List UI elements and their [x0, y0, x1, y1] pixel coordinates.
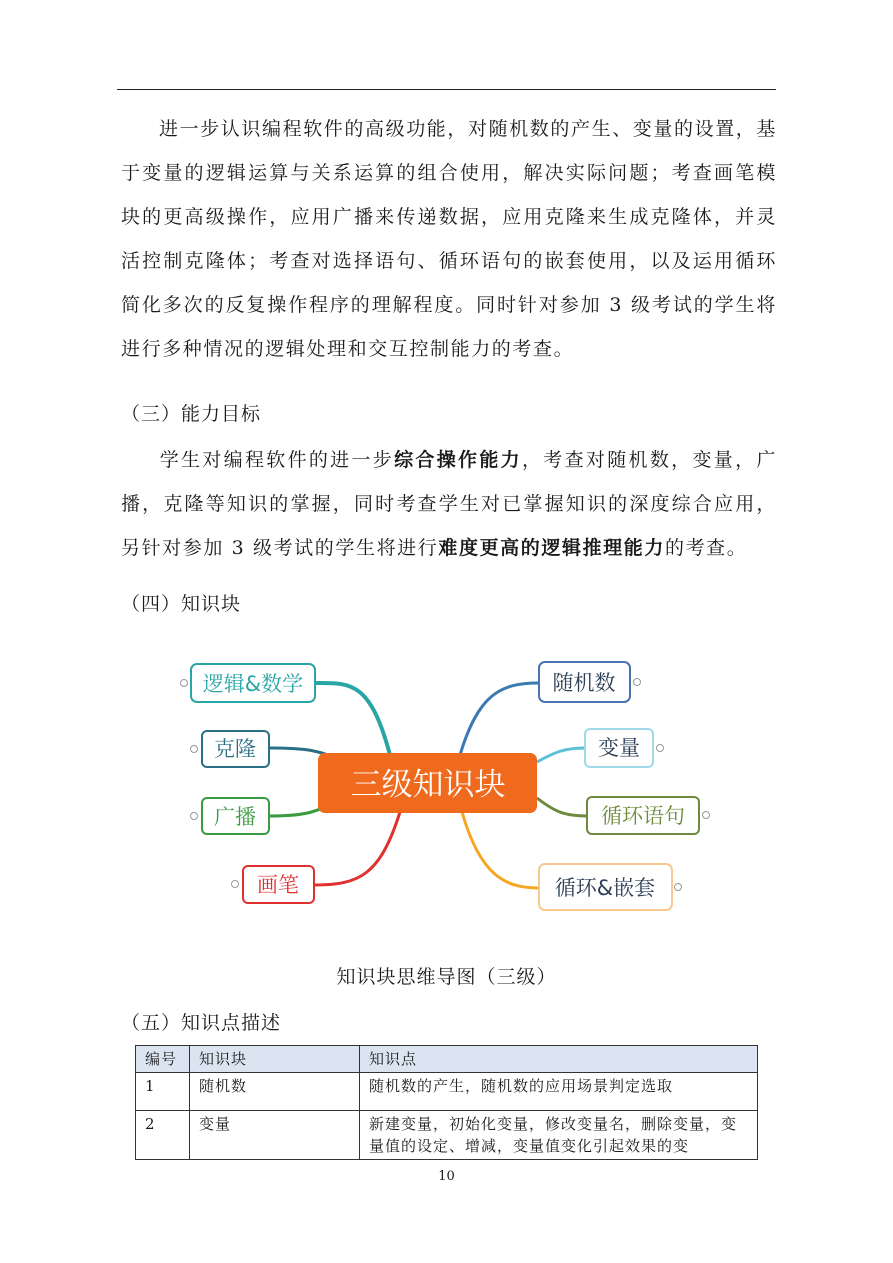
connector-logic	[315, 683, 390, 755]
node-variable-label: 变量	[598, 736, 640, 760]
section-heading-ability: （三）能力目标	[121, 403, 262, 425]
page-number: 10	[438, 1169, 455, 1184]
connector-loop	[537, 798, 587, 816]
expand-icon	[191, 746, 198, 753]
expand-icon	[181, 680, 188, 687]
connector-variable	[537, 748, 585, 762]
node-broadcast-label: 广播	[214, 805, 256, 829]
table-cell: 随机数的产生，随机数的应用场景判定选取	[360, 1073, 758, 1111]
table-header-cell: 知识点	[360, 1046, 758, 1073]
ability-paragraph: 学生对编程软件的进一步综合操作能力，考查对随机数，变量，广播，克隆等知识的掌握，同时考查学生对已掌握知识的深度综合应用，另针对参加 3 级考试的学生将进行难度更高的逻辑推理能力的考查。	[121, 449, 777, 559]
table-cell: 1	[136, 1073, 190, 1111]
section-heading-knowledge-points: （五）知识点描述	[121, 1012, 282, 1034]
mindmap-diagram	[0, 640, 893, 940]
connector-nest	[462, 812, 538, 888]
bold-phrase-logic: 难度更高的逻辑推理能力	[438, 537, 665, 559]
bold-phrase-comprehensive: 综合操作能力	[394, 449, 522, 471]
connector-pen	[314, 812, 400, 885]
node-pen-label: 画笔	[257, 873, 299, 897]
expand-icon	[191, 813, 198, 820]
node-clone-label: 克隆	[214, 737, 256, 761]
expand-icon	[232, 881, 239, 888]
table-cell: 变量	[190, 1111, 360, 1160]
expand-icon	[675, 884, 682, 891]
node-loop-label: 循环语句	[601, 804, 685, 828]
table-header-cell: 知识块	[190, 1046, 360, 1073]
table-header-cell: 编号	[136, 1046, 190, 1073]
node-logic-math-label: 逻辑&数学	[202, 672, 304, 696]
node-random-label: 随机数	[552, 671, 616, 695]
section-heading-knowledge-block: （四）知识块	[121, 593, 242, 615]
header-rule	[117, 89, 776, 90]
intro-paragraph: 进一步认识编程软件的高级功能，对随机数的产生、变量的设置，基于变量的逻辑运算与关系运算的组合使用，解决实际问题；考查画笔模块的更高级操作，应用广播来传递数据，应用克隆来生成克隆体，并灵活控制克隆体；考查对选择语句、循环语句的嵌套使用，以及运用循环简化多次的反复操作程序的理解程度。同时针对参加 3 级考试的学生将进行多种情况的逻辑处理和交互控制能力的考查。	[121, 118, 778, 360]
table-cell: 随机数	[190, 1073, 360, 1111]
expand-icon	[703, 812, 710, 819]
table-row	[136, 1073, 758, 1111]
table-cell: 新建变量，初始化变量，修改变量名，删除变量，变量值的设定、增减，变量值变化引起效果的变	[360, 1111, 758, 1160]
table-row	[136, 1111, 758, 1160]
expand-icon	[657, 745, 664, 752]
node-loop-nest-label: 循环&嵌套	[554, 876, 656, 900]
table-header-row	[136, 1046, 758, 1073]
expand-icon	[634, 679, 641, 686]
figure-caption: 知识块思维导图（三级）	[336, 966, 557, 988]
mindmap-center-label: 三级知识块	[350, 767, 506, 803]
connector-random	[460, 683, 538, 755]
knowledge-table	[135, 1045, 758, 1160]
table-cell: 2	[136, 1111, 190, 1160]
